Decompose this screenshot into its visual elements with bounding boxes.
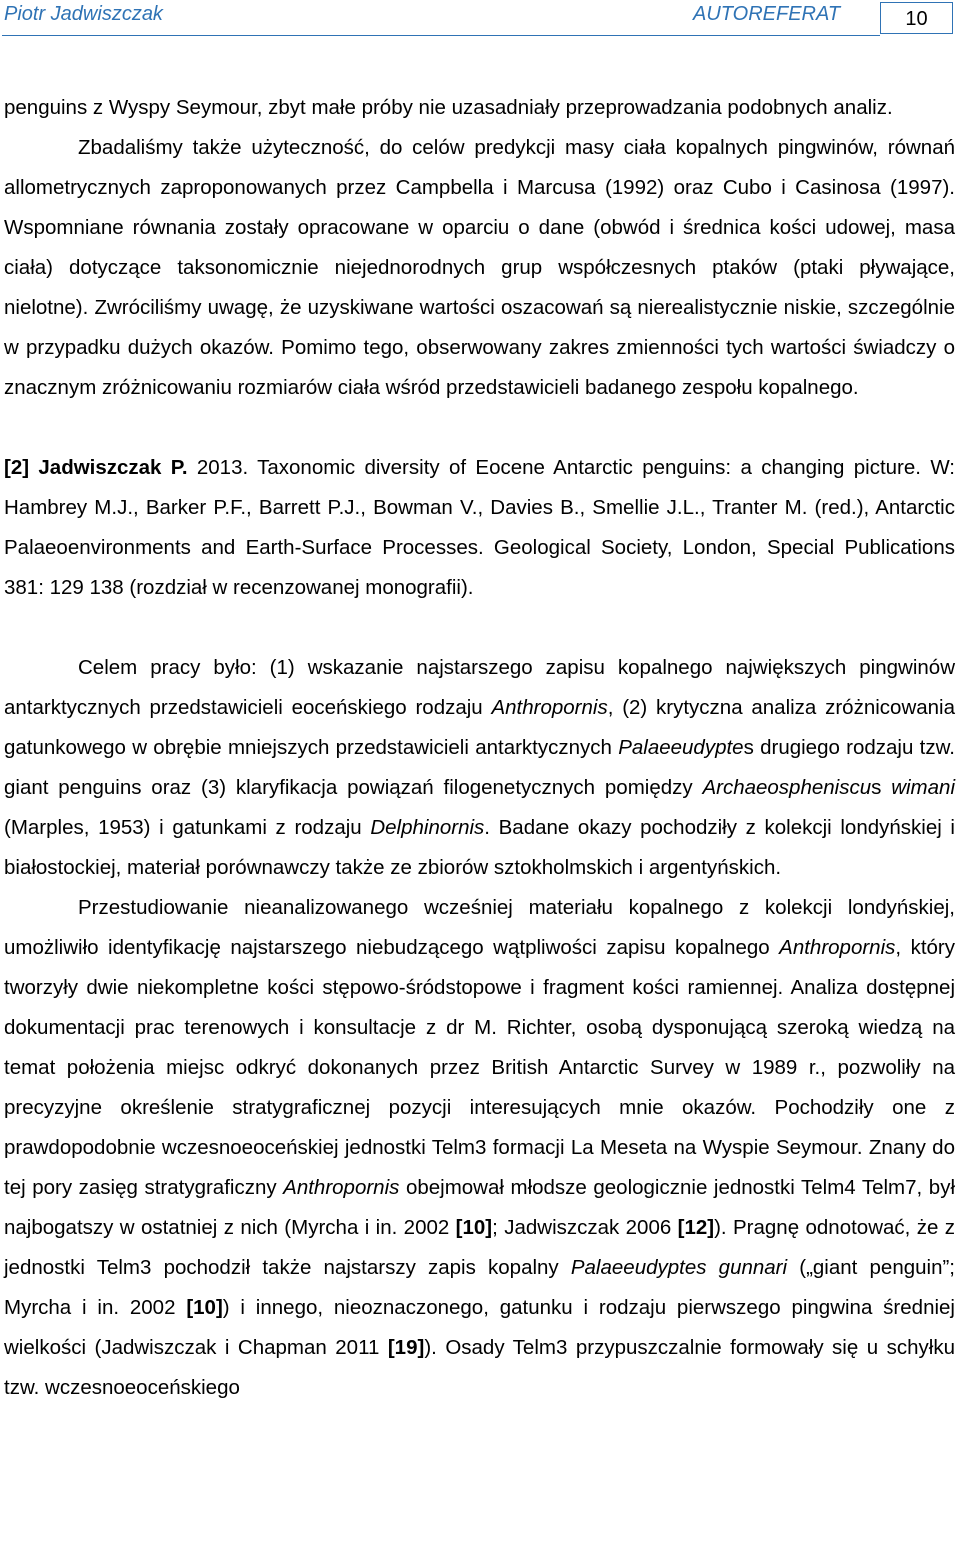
text-run: ) i innego, nieoznaczonego, gatunku i rodzaju pierwszego pingwina średniej wielkości (Jadwiszczak i Chapman 2011 [4,1296,955,1359]
text-run: [10] [186,1296,223,1319]
text-run: [12] [677,1216,715,1239]
text-run: Delphinornis [370,816,485,839]
text-run: Anthropornis [779,936,896,959]
paragraph [4,128,955,408]
text-run: 2013. Taxonomic diversity of Eocene Antarctic penguins: a changing picture. W: Hambrey M.J., Barker P.F., Barrett P.J., Bowman V., Davies B., Smellie J.L., Tranter M. (red.), Antarctic Palaeoenvironments and Earth-Surface Processes. Geological Society, London, Special Publications 381: 129 138 (rozdział w recenzowanej monografii). [4,456,955,599]
reference-entry [4,448,955,608]
text-run: . Badane okazy pochodziły z kolekcji londyńskiej i białostockiej, materiał porównawczy także ze zbiorów sztokholmskich i argentyńskich. [4,816,955,879]
text-run: ). Osady Telm3 przypuszczalnie formowały się u schyłku tzw. wczesnoeoceńskiego [4,1336,955,1399]
text-run: Anthropornis [491,696,608,719]
text-run: wimani [891,776,955,799]
text-run: [19] [387,1336,425,1359]
text-run: (Marples, 1953) i gatunkami z rodzaju [4,816,371,839]
page-header [0,0,960,40]
text-run: Zbadaliśmy także użyteczność, do celów predykcji masy ciała kopalnych pingwinów, równań allometrycznych zaproponowanych przez Campbella i Marcusa (1992) oraz Cubo i Casinosa (1997). Wspomniane równania zostały opracowane w oparciu o dane (obwód i średnica kości udowej, masa ciała) dotyczące taksonomicznie niejednorodnych grup współczesnych ptaków (ptaki pływające, nielotne). Zwróciliśmy uwagę, że uzyskiwane wartości oszacowań są nierealistycznie niskie, szczególnie w przypadku dużych okazów. Pomimo tego, obserwowany zakres zmienności tych wartości świadczy o znacznym zróżnicowaniu rozmiarów ciała wśród przedstawicieli badanego zespołu kopalnego. [4,136,955,399]
paragraph [4,88,955,128]
text-run: s drugiego rodzaju tzw. giant penguins oraz (3) klaryfikacja powiązań filogenetycznych pomiędzy [4,736,955,799]
page-number-box: 10 [880,2,953,34]
text-run: , który tworzyły dwie niekompletne kości stępowo-śródstopowe i fragment kości ramiennej. Analiza dostępnej dokumentacji prac terenowych i konsultacje z dr M. Richter, osobą dysponującą szeroką wiedzą na temat położenia miejsc odkryć dokonanych przez British Antarctic Survey w 1989 r., pozwoliły na precyzyjne określenie stratygraficznej pozycji interesujących mnie okazów. Pochodziły one z prawdopodobnie wczesnoeoceńskiej jednostki Telm3 formacji La Meseta na Wyspie Seymour. Znany do tej pory zasięg stratygraficzny [4,936,955,1199]
header-document-type: AUTOREFERAT [693,3,841,25]
text-run: ). Pragnę odnotować, że z jednostki Telm3 pochodził także najstarszy zapis kopalny [4,1216,955,1279]
text-run: obejmował młodsze geologicznie jednostki Telm4 Telm7, był najbogatszy w ostatniej z nich (Myrcha i in. 2002 [4,1176,955,1239]
paragraph [4,648,955,888]
header-rule [2,35,880,36]
document-body [4,88,955,1408]
header-author: Piotr Jadwiszczak [4,3,163,25]
text-run: Celem pracy było: (1) wskazanie najstarszego zapisu kopalnego największych pingwinów antarktycznych przedstawicieli eoceńskiego rodzaju [4,656,955,719]
text-run: Archaeospheniscu [702,776,872,799]
paragraph-gap [4,408,955,448]
text-run: [2] Jadwiszczak P. [4,456,188,479]
text-run: Anthropornis [283,1176,400,1199]
paragraph-gap [4,608,955,648]
text-run: ; Jadwiszczak 2006 [492,1216,678,1239]
text-run: Przestudiowanie nieanalizowanego wcześniej materiału kopalnego z kolekcji londyńskiej, umożliwiło identyfikację najstarszego niebudzącego wątpliwości zapisu kopalnego [4,896,955,959]
text-run: penguins z Wyspy Seymour, zbyt małe próby nie uzasadniały przeprowadzania podobnych analiz. [4,96,893,119]
text-run: Palaeeudypte [618,736,744,759]
text-run: [10] [455,1216,493,1239]
text-run: , (2) krytyczna analiza zróżnicowania gatunkowego w obrębie mniejszych przedstawicieli antarktycznych [4,696,956,759]
text-run: s [871,776,892,799]
text-run: („giant penguin”; Myrcha i in. 2002 [4,1256,956,1319]
text-run: Palaeeudyptes gunnari [570,1256,788,1279]
paragraph [4,888,955,1408]
